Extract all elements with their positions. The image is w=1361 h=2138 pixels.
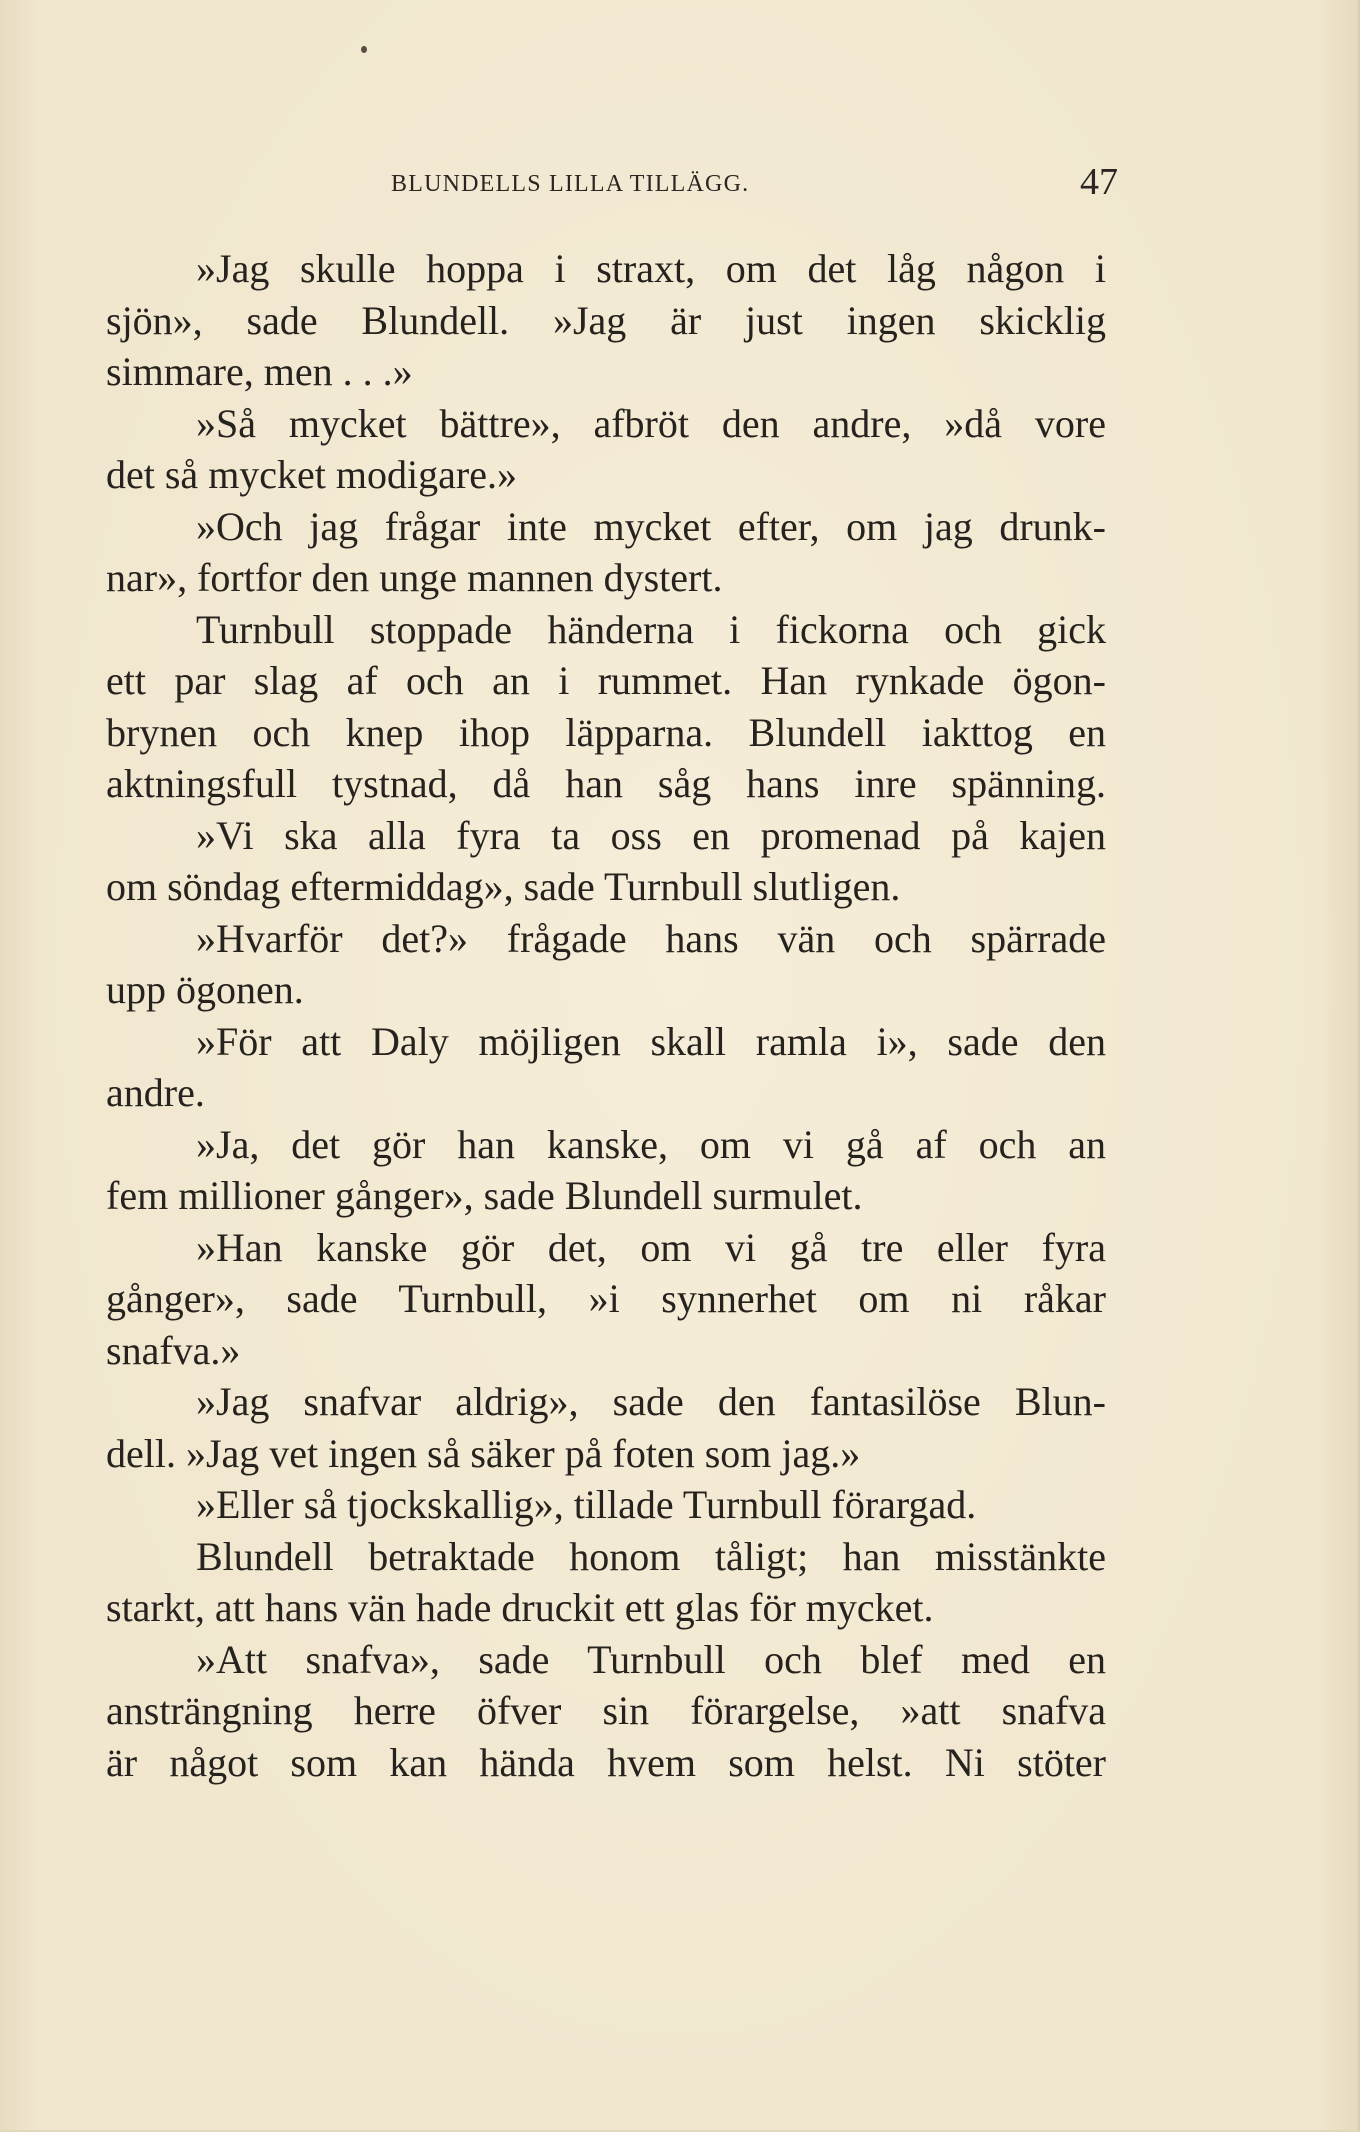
text-line: simmare, men . . .» (106, 349, 413, 394)
text-line: ansträngning herre öfver sin förargelse, »att snafva (106, 1688, 1106, 1733)
text-line: andre. (106, 1070, 205, 1115)
text-line: »Han kanske gör det, om vi gå tre eller fyra (196, 1224, 1106, 1270)
text-line: »Jag snafvar aldrig», sade den fantasilöse Blun- (196, 1379, 1106, 1424)
text-line: är något som kan hända hvem som helst. Ni stöter (106, 1739, 1106, 1785)
text-line: »För att Daly möjligen skall ramla i», sade den (196, 1018, 1106, 1064)
text-line: »Jag skulle hoppa i straxt, om det låg någon i (196, 246, 1106, 291)
text-line: sjön», sade Blundell. »Jag är just ingen skicklig (106, 297, 1106, 343)
text-line: brynen och knep ihop läpparna. Blundell iakttog en (106, 709, 1106, 755)
text-line: »Så mycket bättre», afbröt den andre, »då vore (196, 400, 1106, 446)
text-line: »Ja, det gör han kanske, om vi gå af och an (196, 1121, 1106, 1167)
text-line: »Vi ska alla fyra ta oss en promenad på kajen (196, 812, 1106, 858)
page-number: 47 (1080, 161, 1118, 203)
text-line: Blundell betraktade honom tåligt; han misstänkte (196, 1533, 1106, 1579)
text-line: aktningsfull tystnad, då han såg hans inre spänning. (106, 761, 1106, 806)
text-line: »Och jag frågar inte mycket efter, om jag drunk- (196, 503, 1106, 549)
text-line: »Att snafva», sade Turnbull och blef med en (196, 1636, 1106, 1682)
page-header (106, 160, 1118, 210)
body-text (106, 243, 1106, 1788)
text-line: »Eller så tjockskallig», tillade Turnbull förargad. (196, 1482, 977, 1527)
ink-speck (361, 46, 367, 53)
text-line: starkt, att hans vän hade druckit ett glas för mycket. (106, 1585, 934, 1630)
text-line: fem millioner gånger», sade Blundell surmulet. (106, 1173, 863, 1218)
text-line: nar», fortfor den unge mannen dystert. (106, 555, 723, 600)
text-line: Turnbull stoppade händerna i fickorna och gick (196, 606, 1106, 652)
text-line: ett par slag af och an i rummet. Han rynkade ögon- (106, 658, 1106, 703)
text-line: »Hvarför det?» frågade hans vän och spärrade (196, 915, 1106, 961)
text-line: dell. »Jag vet ingen så säker på foten som jag.» (106, 1430, 861, 1476)
text-line: det så mycket modigare.» (106, 452, 517, 497)
text-line: upp ögonen. (106, 967, 304, 1012)
text-line: om söndag eftermiddag», sade Turnbull slutligen. (106, 864, 901, 909)
running-head: BLUNDELLS LILLA TILLÄGG. (391, 171, 750, 197)
text-line: gånger», sade Turnbull, »i synnerhet om ni råkar (106, 1276, 1106, 1321)
text-line: snafva.» (106, 1327, 241, 1373)
